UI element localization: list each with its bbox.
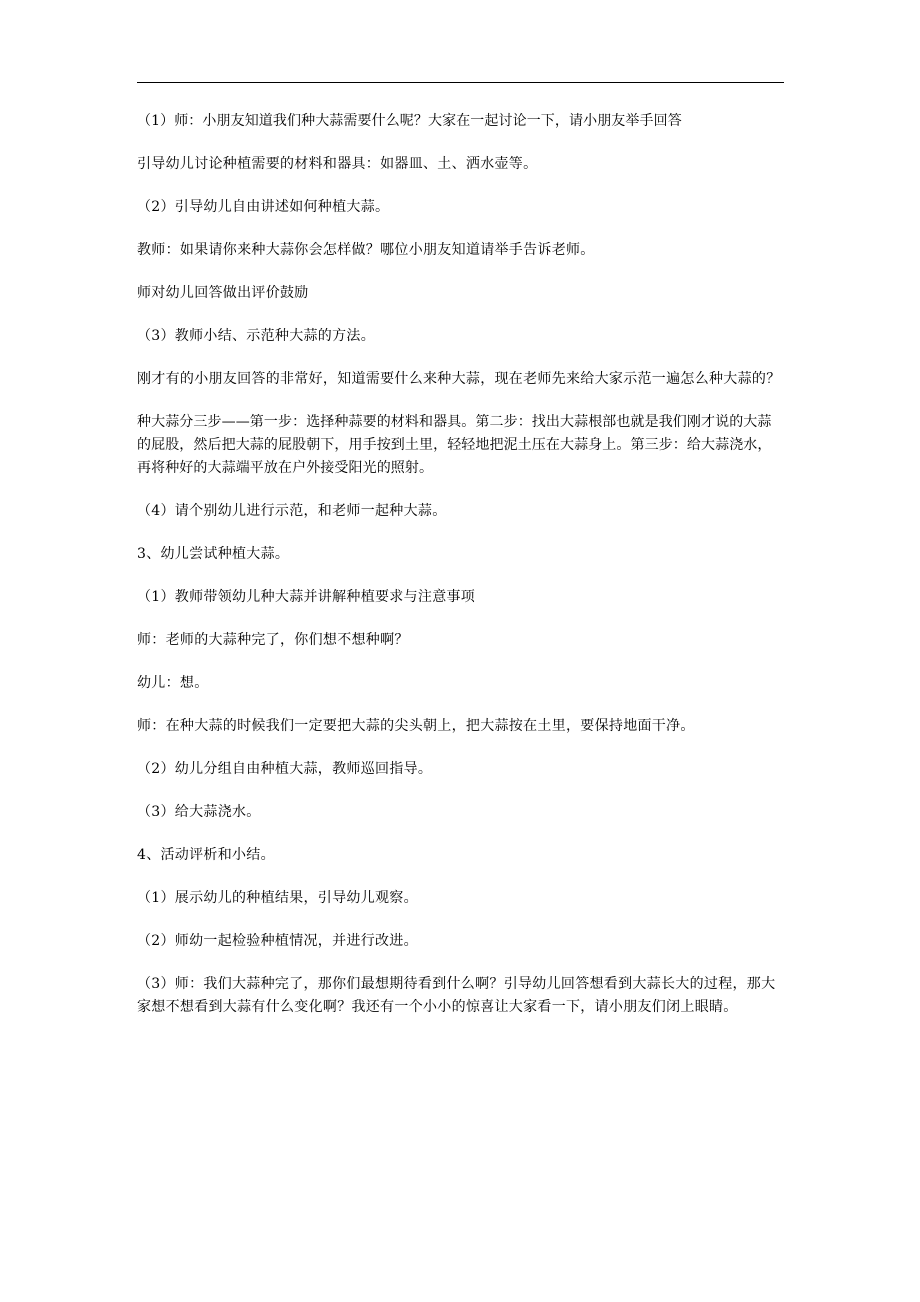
paragraph-16: （3）给大蒜浇水。 xyxy=(137,804,261,820)
paragraph-8: 种大蒜分三步——第一步：选择种蒜要的材料和器具。第二步：找出大蒜根部也就是我们刚才说的大蒜的屁股，然后把大蒜的屁股朝下，用手按到土里，轻轻地把泥土压在大蒜身上。第三步：给大蒜浇水，再将种好的大蒜端平放在户外接受阳光的照射。 xyxy=(137,414,772,476)
paragraph-19: （2）师幼一起检验种植情况，并进行改进。 xyxy=(137,933,418,949)
document-body xyxy=(137,110,785,1039)
paragraph-18: （1）展示幼儿的种植结果，引导幼儿观察。 xyxy=(137,890,418,906)
paragraph-11: （1）教师带领幼儿种大蒜并讲解种植要求与注意事项 xyxy=(137,589,476,605)
paragraph-2: 引导幼儿讨论种植需要的材料和器具：如器皿、土、洒水壶等。 xyxy=(137,156,538,172)
paragraph-5: 师对幼儿回答做出评价鼓励 xyxy=(137,285,309,301)
paragraph-7: 刚才有的小朋友回答的非常好，知道需要什么来种大蒜，现在老师先来给大家示范一遍怎么种大蒜的？ xyxy=(137,371,781,387)
paragraph-4: 教师：如果请你来种大蒜你会怎样做？哪位小朋友知道请举手告诉老师。 xyxy=(137,242,595,258)
paragraph-12: 师：老师的大蒜种完了，你们想不想种啊？ xyxy=(137,632,409,648)
paragraph-17: 4、活动评析和小结。 xyxy=(137,847,275,863)
paragraph-15: （2）幼儿分组自由种植大蒜，教师巡回指导。 xyxy=(137,761,433,777)
paragraph-1: （1）师：小朋友知道我们种大蒜需要什么呢？大家在一起讨论一下，请小朋友举手回答 xyxy=(137,113,682,129)
paragraph-20: （3）师：我们大蒜种完了，那你们最想期待看到什么啊？引导幼儿回答想看到大蒜长大的过程，那大家想不想看到大蒜有什么变化啊？我还有一个小小的惊喜让大家看一下，请小朋友们闭上眼睛。 xyxy=(137,976,776,1015)
paragraph-13: 幼儿：想。 xyxy=(137,675,209,691)
paragraph-9: （4）请个别幼儿进行示范，和老师一起种大蒜。 xyxy=(137,503,447,519)
paragraph-3: （2）引导幼儿自由讲述如何种植大蒜。 xyxy=(137,199,390,215)
paragraph-14: 师：在种大蒜的时候我们一定要把大蒜的尖头朝上，把大蒜按在土里，要保持地面干净。 xyxy=(137,718,695,734)
header-rule xyxy=(137,82,784,83)
paragraph-10: 3、幼儿尝试种植大蒜。 xyxy=(137,546,290,562)
paragraph-6: （3）教师小结、示范种大蒜的方法。 xyxy=(137,328,376,344)
